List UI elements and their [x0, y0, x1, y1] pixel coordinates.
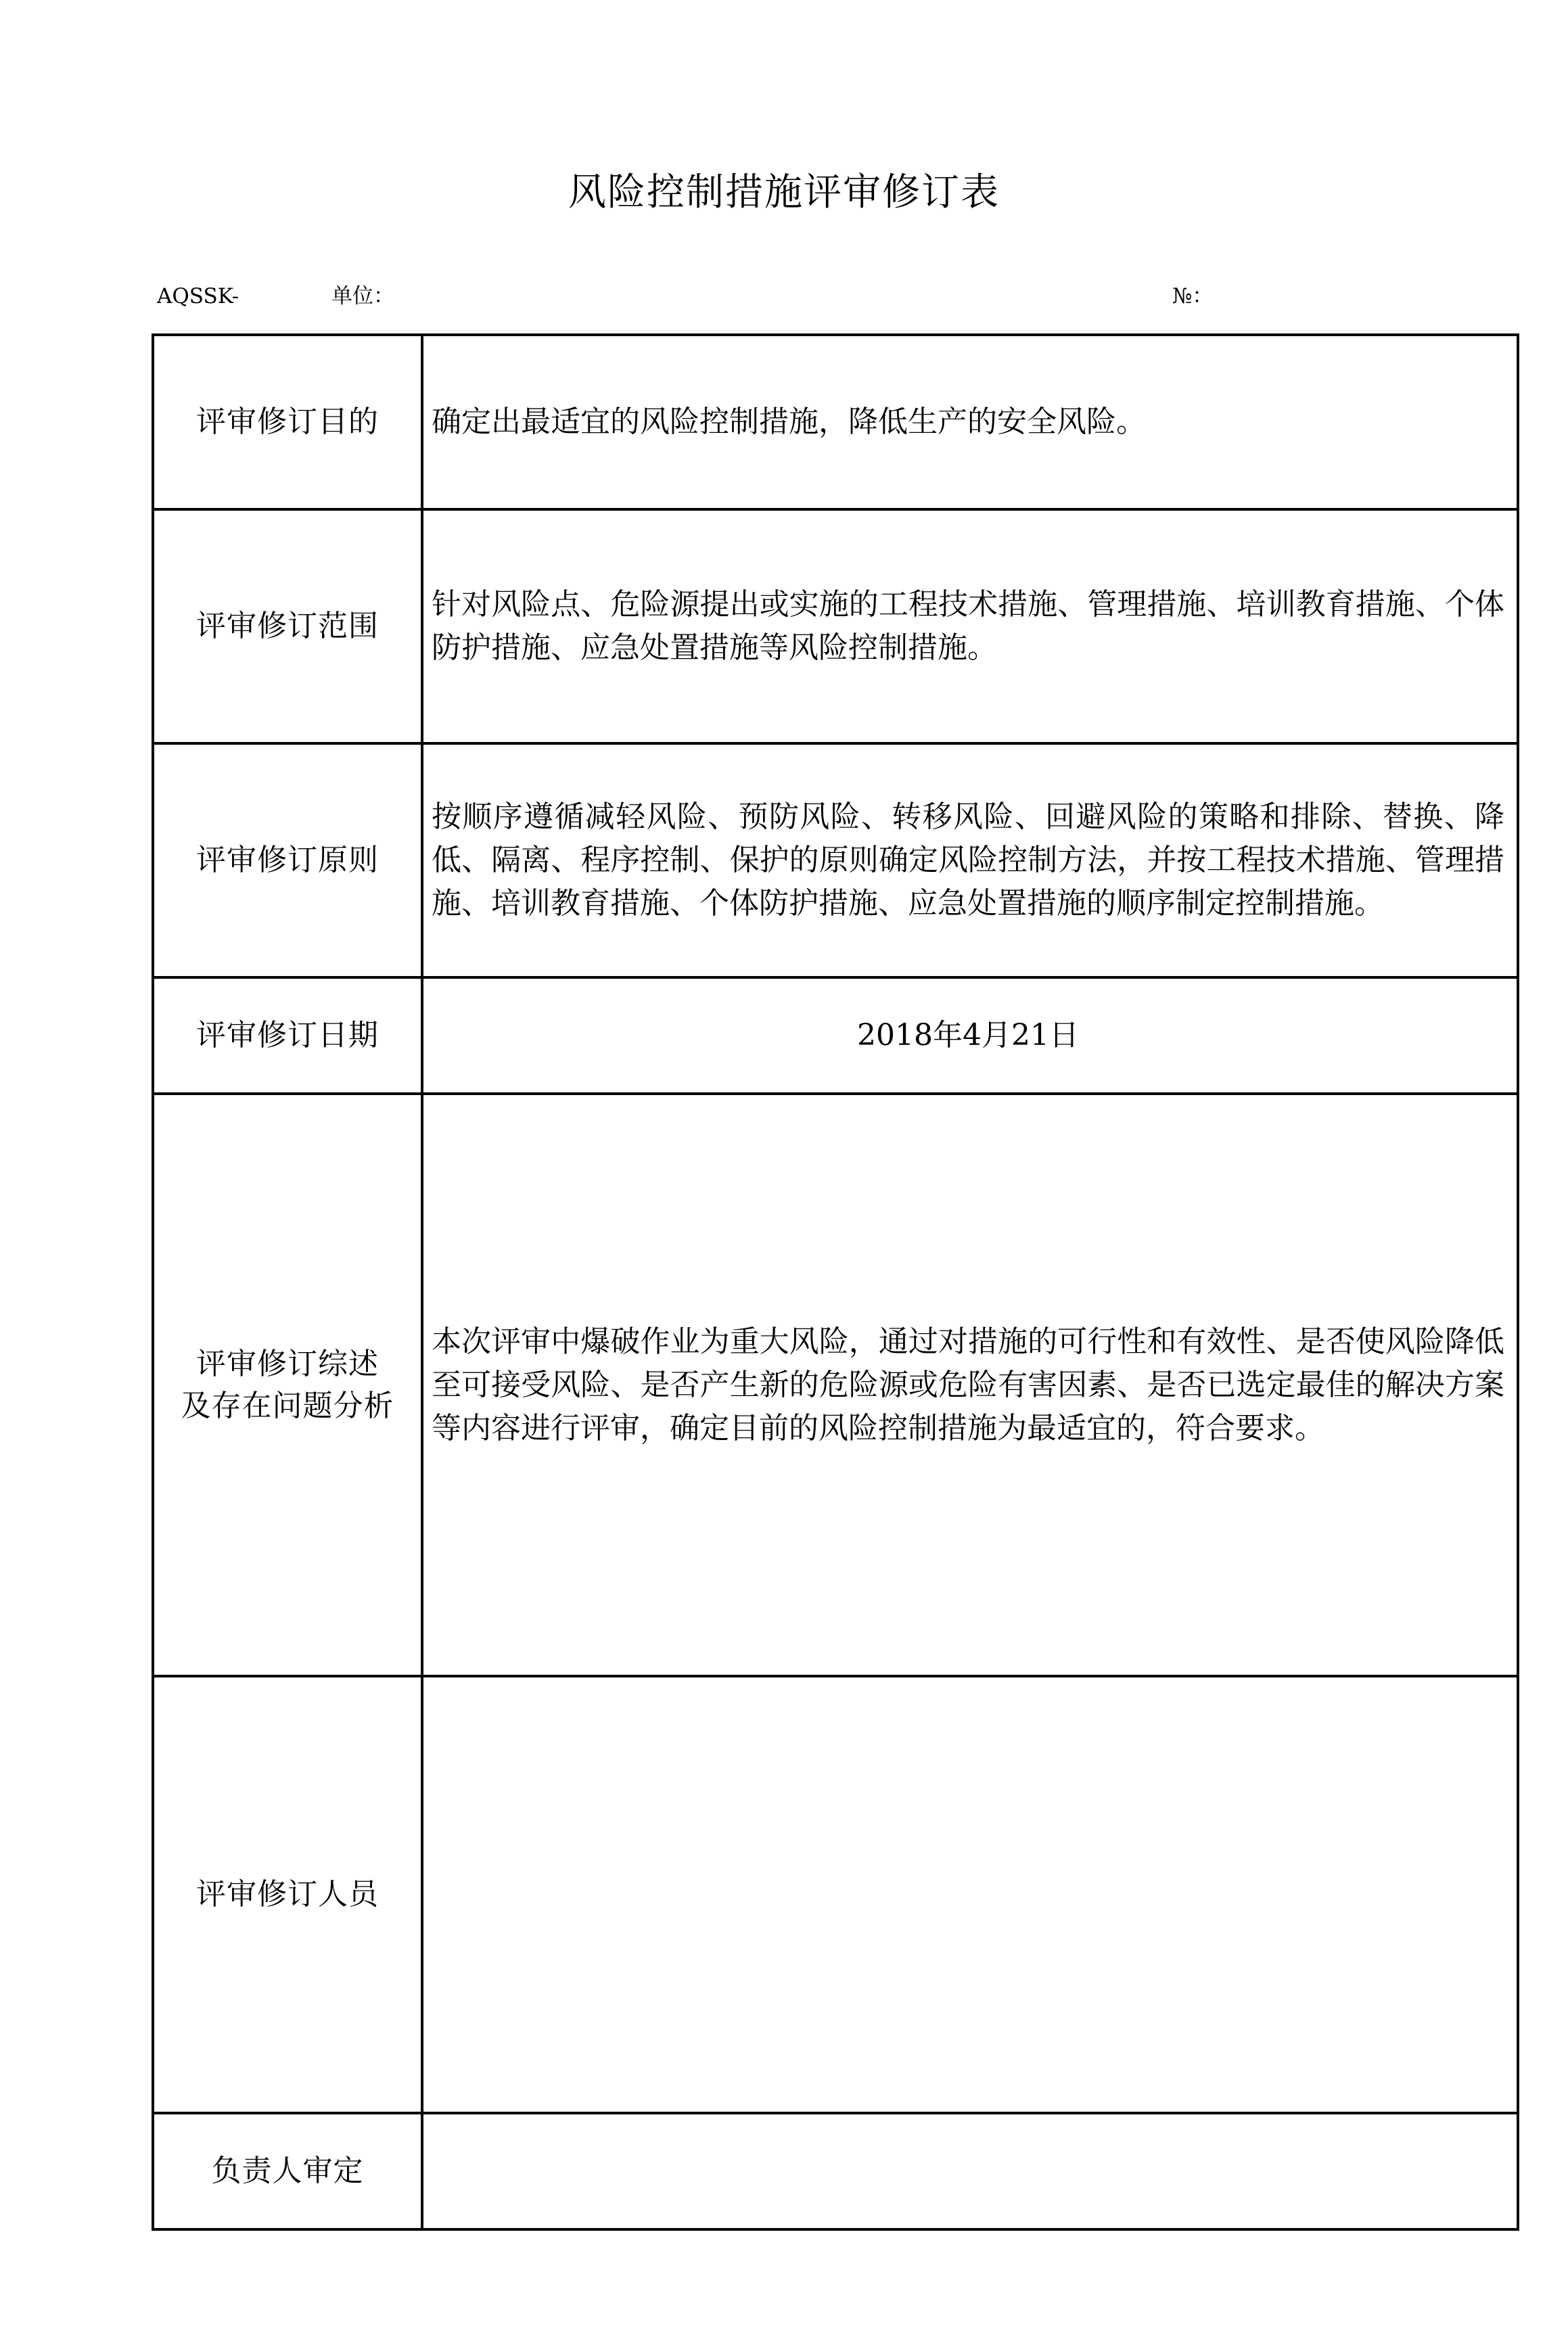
label-summary-line2: 及存在问题分析: [181, 1388, 394, 1423]
label-summary: [153, 1094, 422, 1676]
label-reviewers: 评审修订人员: [153, 1676, 422, 2113]
content-summary: 本次评审中爆破作业为重大风险，通过对措施的可行性和有效性、是否使风险降低至可接受风险、是否产生新的危险源或危险有害因素、是否已选定最佳的解决方案等内容进行评审，确定目前的风险控制措施为最适宜的，符合要求。: [422, 1094, 1518, 1676]
row-reviewers: [153, 1676, 1518, 2113]
label-summary-line1: 评审修订综述: [196, 1346, 379, 1381]
label-approval: 负责人审定: [153, 2113, 422, 2229]
content-approval: [422, 2113, 1518, 2229]
unit-label: 单位：: [331, 284, 394, 308]
row-date: [153, 977, 1518, 1094]
content-scope: 针对风险点、危险源提出或实施的工程技术措施、管理措施、培训教育措施、个体防护措施、应急处置措施等风险控制措施。: [422, 509, 1518, 743]
row-purpose: [153, 335, 1518, 509]
content-date: 2018年4月21日: [422, 977, 1518, 1094]
label-scope: 评审修订范围: [153, 509, 422, 743]
label-date: 评审修订日期: [153, 977, 422, 1094]
row-summary: [153, 1094, 1518, 1676]
row-scope: [153, 509, 1518, 743]
review-form-table: [152, 333, 1519, 2231]
form-code-label: AQSSK-: [157, 284, 239, 308]
row-approval: [153, 2113, 1518, 2229]
content-principle: 按顺序遵循减轻风险、预防风险、转移风险、回避风险的策略和排除、替换、降低、隔离、程序控制、保护的原则确定风险控制方法，并按工程技术措施、管理措施、培训教育措施、个体防护措施、应急处置措施的顺序制定控制措施。: [422, 743, 1518, 977]
content-reviewers: [422, 1676, 1518, 2113]
row-principle: [153, 743, 1518, 977]
number-label: №：: [1172, 284, 1214, 308]
label-principle: 评审修订原则: [153, 743, 422, 977]
content-purpose: 确定出最适宜的风险控制措施，降低生产的安全风险。: [422, 335, 1518, 509]
label-purpose: 评审修订目的: [153, 335, 422, 509]
form-title: 风险控制措施评审修订表: [568, 170, 1000, 214]
